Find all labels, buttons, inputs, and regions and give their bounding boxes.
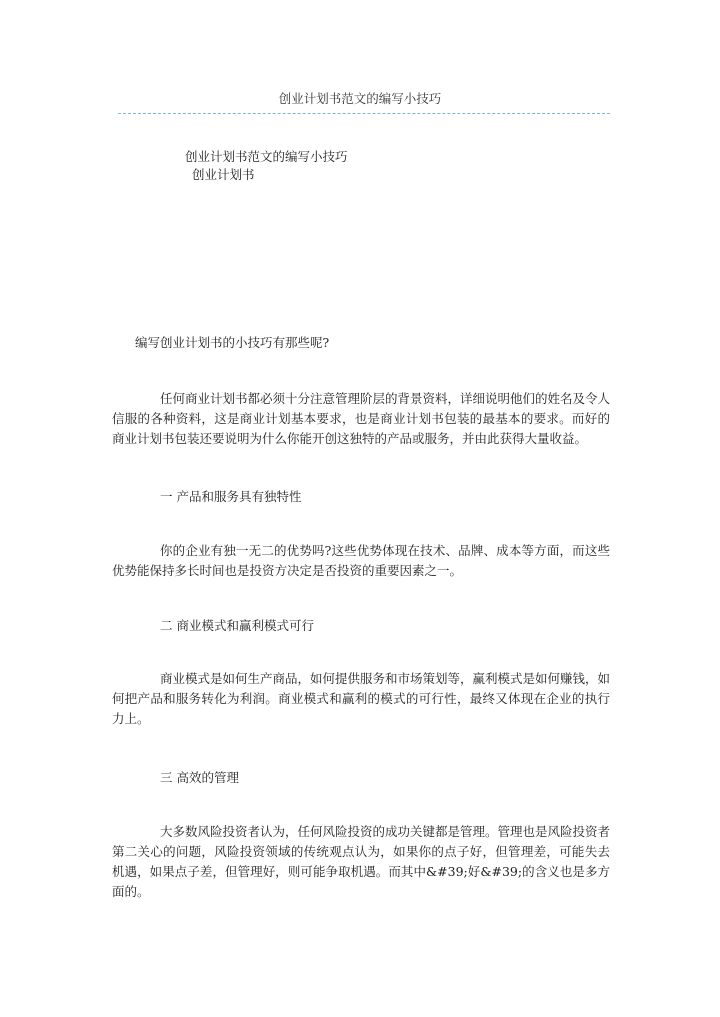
document-title: 创业计划书范文的编写小技巧 xyxy=(278,91,442,106)
category-tag: 创业计划书 xyxy=(192,167,255,182)
intro-paragraph: 任何商业计划书都必须十分注意管理阶层的背景资料，详细说明他们的姓名及令人信服的各种资料，这是商业计划基本要求，也是商业计划书包装的最基本的要求。而好的商业计划书包装还要说明为什么你能开创这独特的产品或服务，并由此获得大量收益。 xyxy=(112,391,611,446)
section-body-2: 商业模式是如何生产商品，如何提供服务和市场策划等，赢利模式是如何赚钱，如何把产品和服务转化为利润。商业模式和赢利的模式的可行性，最终又体现在企业的执行力上。 xyxy=(112,671,611,726)
section-body-3: 大多数风险投资者认为，任何风险投资的成功关键都是管理。管理也是风险投资者第二关心的问题，风险投资领域的传统观点认为，如果你的点子好，但管理差，可能失去机遇，如果点子差，但管理好，则可能争取机遇。而其中&#39;好&#39;的含义也是多方面的。 xyxy=(112,824,611,899)
section-heading-3: 三 高效的管理 xyxy=(160,770,239,785)
section-heading-2: 二 商业模式和赢利模式可行 xyxy=(160,618,314,633)
subtitle: 创业计划书范文的编写小技巧 xyxy=(185,149,348,164)
section-heading-1: 一 产品和服务具有独特性 xyxy=(160,489,302,504)
section-body-1: 你的企业有独一无二的优势吗?这些优势体现在技术、品牌、成本等方面，而这些优势能保持多长时间也是投资方决定是否投资的重要因素之一。 xyxy=(112,543,610,578)
question-heading: 编写创业计划书的小技巧有那些呢? xyxy=(135,335,330,350)
dashed-divider xyxy=(118,113,610,114)
